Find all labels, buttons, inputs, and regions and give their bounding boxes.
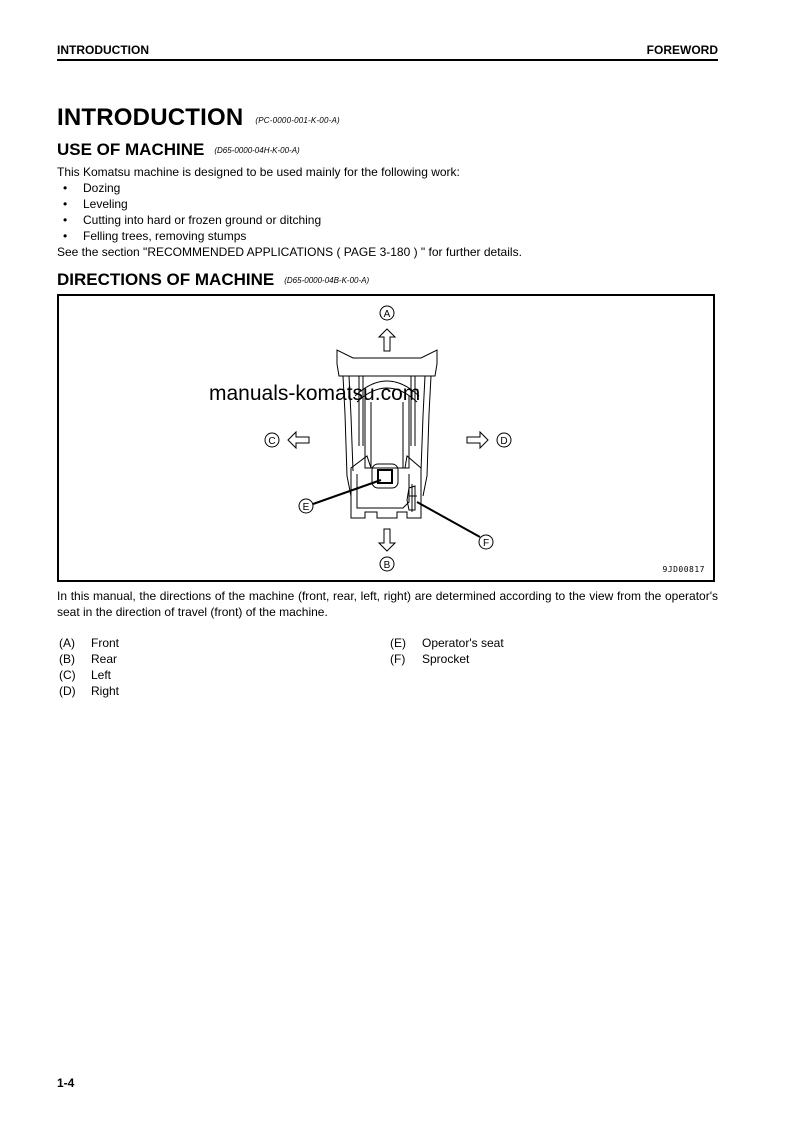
page-number: 1-4: [57, 1076, 75, 1090]
machine-directions-figure: [57, 294, 715, 582]
directions-description: In this manual, the directions of the machine (front, rear, left, right) are determined according to the view from the operator's seat in the direction of travel (front) of the machine.: [57, 589, 718, 619]
svg-text:E: E: [302, 502, 310, 513]
direction-left-icon: [265, 432, 309, 448]
header-chapter-label: FOREWORD: [646, 43, 718, 57]
bullet-icon: •: [63, 181, 68, 195]
watermark-text: manuals-komatsu.com: [209, 382, 421, 405]
svg-text:D: D: [500, 436, 508, 447]
direction-right-icon: [467, 432, 511, 448]
bullet-icon: •: [63, 197, 68, 211]
legend-item: (F) Sprocket: [390, 652, 470, 666]
svg-text:C: C: [268, 436, 276, 447]
use-list: [57, 180, 321, 244]
directions-title: DIRECTIONS OF MACHINE: [57, 270, 275, 289]
direction-front-icon: [379, 306, 395, 351]
list-item: • Felling trees, removing stumps: [63, 229, 247, 243]
directions-code: (D65-0000-04B-K-00-A): [284, 276, 370, 286]
list-item: • Dozing: [63, 181, 121, 195]
use-of-machine-code: (D65-0000-04H-K-00-A): [214, 146, 300, 156]
legend-item: (B) Rear: [59, 652, 118, 666]
svg-text:F: F: [482, 538, 490, 549]
page-header: [57, 43, 718, 61]
figure-id: 9JD00817: [662, 565, 705, 574]
sprocket-callout-icon: [417, 502, 493, 549]
see-also-text: See the section "RECOMMENDED APPLICATIONS ( PAGE 3-180 ) " for further details.: [57, 245, 522, 259]
use-of-machine-title: USE OF MACHINE: [57, 140, 205, 159]
header-section-label: INTRODUCTION: [57, 43, 149, 57]
bullet-icon: •: [63, 213, 68, 227]
bullet-icon: •: [63, 229, 68, 243]
introduction-heading: [57, 104, 340, 132]
introduction-title: INTRODUCTION: [57, 104, 244, 131]
directions-heading: [57, 270, 369, 290]
use-intro-text: This Komatsu machine is designed to be used mainly for the following work:: [57, 165, 460, 179]
legend-item: (D) Right: [59, 684, 120, 698]
bulldozer-top-view-diagram: [59, 296, 713, 580]
legend-item: (C) Left: [59, 668, 112, 682]
use-of-machine-heading: [57, 140, 300, 160]
svg-text:A: A: [383, 309, 391, 320]
legend-item: (A) Front: [59, 636, 120, 650]
legend-left-column: [59, 635, 119, 699]
legend-right-column: [390, 635, 504, 667]
legend-item: (E) Operator's seat: [390, 636, 504, 650]
svg-text:B: B: [383, 560, 391, 571]
introduction-code: (PC-0000-001-K-00-A): [255, 116, 340, 126]
list-item: • Cutting into hard or frozen ground or ditching: [63, 213, 322, 227]
direction-rear-icon: [379, 529, 395, 571]
list-item: • Leveling: [63, 197, 128, 211]
